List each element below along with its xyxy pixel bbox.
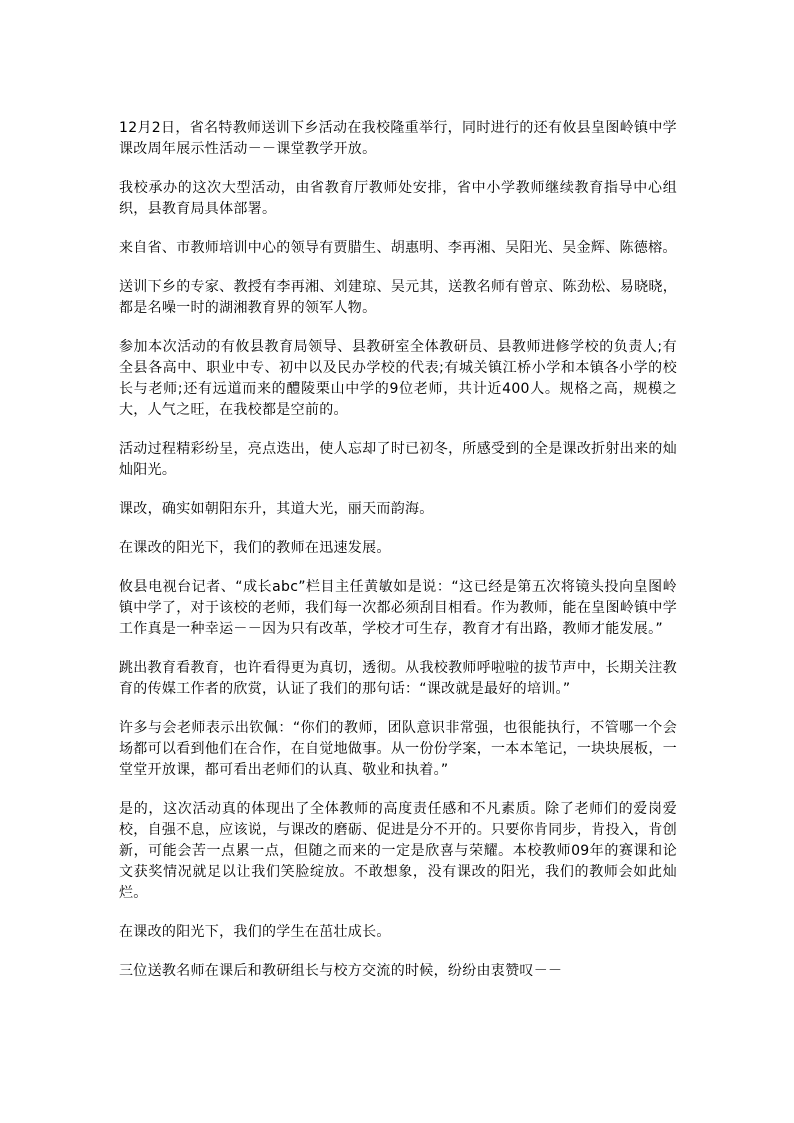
paragraph-3: 来自省、市教师培训中心的领导有贾腊生、胡惠明、李再湘、吴阳光、吴金辉、陈德榕。 — [119, 240, 677, 256]
paragraph-4: 送训下乡的专家、教授有李再湘、刘建琼、吴元其，送教名师有曾京、陈劲松、易晓晓，都是名噪一时的湖湘教育界的领军人物。 — [119, 279, 677, 316]
paragraph-11: 许多与会老师表示出钦佩：“你们的教师，团队意识非常强，也很能执行，不管哪一个会场都可以看到他们在合作，在自觉地做事。从一份份学案，一本本笔记，一块块展板，一堂堂开放课，都可看出老师们的认真、敬业和执着。” — [119, 720, 677, 778]
document-page — [119, 118, 677, 1000]
paragraph-13: 在课改的阳光下，我们的学生在茁壮成长。 — [119, 924, 391, 940]
paragraph-2: 我校承办的这次大型活动，由省教育厅教师处安排，省中小学教师继续教育指导中心组织，县教育局具体部署。 — [119, 180, 677, 217]
paragraph-14: 三位送教名师在课后和教研组长与校方交流的时候，纷纷由衷赞叹－－ — [119, 963, 563, 979]
paragraph-10: 跳出教育看教育，也许看得更为真切，透彻。从我校教师呼啦啦的拔节声中，长期关注教育的传媒工作者的欣赏，认证了我们的那句话：“课改就是最好的培训。” — [119, 660, 677, 697]
paragraph-6: 活动过程精彩纷呈，亮点迭出，使人忘却了时已初冬，所感受到的全是课改折射出来的灿灿阳光。 — [119, 441, 677, 478]
paragraph-7: 课改，确实如朝阳东升，其道大光，丽天而韵海。 — [119, 501, 434, 517]
paragraph-5: 参加本次活动的有攸县教育局领导、县教研室全体教研员、县教师进修学校的负责人;有全县各高中、职业中专、初中以及民办学校的代表;有城关镇江桥小学和本镇各小学的校长与老师;还有远道而来的醴陵栗山中学的9位老师，共计近400人。规格之高，规模之大，人气之旺，在我校都是空前的。 — [119, 339, 677, 418]
paragraph-1: 12月2日，省名特教师送训下乡活动在我校隆重举行，同时进行的还有攸县皇图岭镇中学课改周年展示性活动－－课堂教学开放。 — [119, 120, 677, 157]
paragraph-8: 在课改的阳光下，我们的教师在迅速发展。 — [119, 540, 391, 556]
paragraph-12: 是的，这次活动真的体现出了全体教师的高度责任感和不凡素质。除了老师们的爱岗爱校，自强不息，应该说，与课改的磨砺、促进是分不开的。只要你肯同步，肯投入，肯创新，可能会苦一点累一点，但随之而来的一定是欣喜与荣耀。本校教师09年的赛课和论文获奖情况就足以让我们笑脸绽放。不敢想象，没有课改的阳光，我们的教师会如此灿烂。 — [119, 801, 677, 901]
paragraph-9: 攸县电视台记者、“成长abc”栏目主任黄敏如是说：“这已经是第五次将镜头投向皇图岭镇中学了，对于该校的老师，我们每一次都必须刮目相看。作为教师，能在皇图岭镇中学工作真是一种幸运－－因为只有改革，学校才可生存，教育才有出路，教师才能发展。” — [119, 579, 677, 637]
